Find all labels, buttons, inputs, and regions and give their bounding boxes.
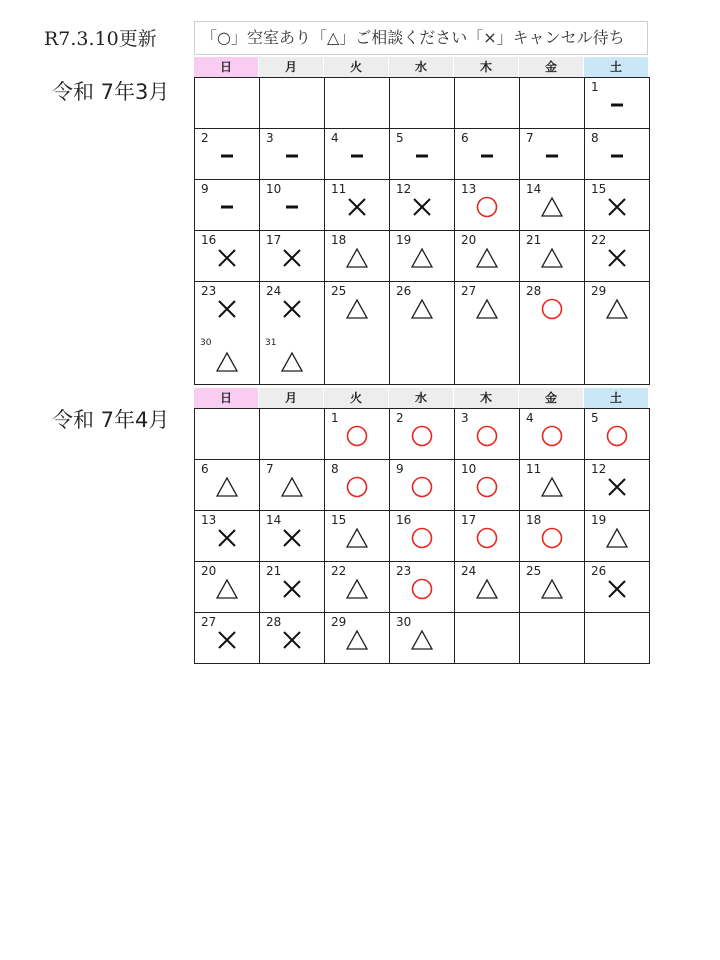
day-cell [260, 282, 325, 384]
cross-mark-icon [280, 526, 304, 550]
day-number: 14 [526, 182, 542, 196]
day-number: 16 [396, 513, 412, 527]
day-cell [585, 511, 650, 561]
circle-mark-icon [540, 424, 564, 448]
circle-mark-icon [475, 195, 499, 219]
day-cell [585, 78, 650, 128]
dash-mark-icon [215, 195, 239, 219]
updated-date: R7.3.10更新 [44, 28, 157, 50]
calendar-week-row [195, 128, 650, 179]
empty-day-cell [585, 613, 650, 663]
day-number: 9 [396, 462, 404, 476]
day-number: 1 [591, 80, 599, 94]
circle-mark-icon [605, 424, 629, 448]
day-cell [520, 129, 585, 179]
circle-mark-icon [475, 475, 499, 499]
weekday-header-row [194, 57, 650, 77]
cross-mark-icon [345, 195, 369, 219]
dash-mark-icon [540, 144, 564, 168]
dash-mark-icon [215, 144, 239, 168]
day-cell [520, 511, 585, 561]
dash-mark-icon [345, 144, 369, 168]
day-cell [325, 460, 390, 510]
day-cell [585, 231, 650, 281]
cross-mark-icon [215, 628, 239, 652]
availability-legend: 「○」空室あり「△」ご相談ください「×」キャンセル待ち [194, 21, 648, 55]
day-number: 27 [461, 284, 477, 298]
day-cell [325, 231, 390, 281]
weekday-header: 火 [324, 57, 389, 77]
empty-day-cell [260, 78, 325, 128]
triangle-mark-icon [345, 246, 369, 270]
extra-day-cell [260, 334, 324, 384]
day-cell [195, 460, 260, 510]
day-number: 21 [526, 233, 542, 247]
day-number: 6 [201, 462, 209, 476]
day-number: 25 [331, 284, 347, 298]
day-number: 5 [591, 411, 599, 425]
empty-day-cell [520, 78, 585, 128]
day-cell [390, 282, 455, 384]
day-number: 31 [265, 338, 277, 348]
cross-mark-icon [215, 246, 239, 270]
day-number: 22 [591, 233, 607, 247]
empty-day-cell [195, 409, 260, 459]
day-cell [325, 180, 390, 230]
cross-mark-icon [280, 297, 304, 321]
day-number: 27 [201, 615, 217, 629]
triangle-mark-icon [280, 350, 304, 374]
month-title-march: 令和 7年3月 [52, 80, 170, 104]
day-cell [520, 562, 585, 612]
day-cell [390, 180, 455, 230]
day-cell [585, 562, 650, 612]
day-cell [520, 460, 585, 510]
day-cell [390, 409, 455, 459]
day-cell [520, 231, 585, 281]
weekday-header: 土 [584, 388, 649, 408]
triangle-mark-icon [475, 246, 499, 270]
day-number: 3 [266, 131, 274, 145]
day-number: 11 [331, 182, 347, 196]
circle-mark-icon [475, 424, 499, 448]
day-number: 24 [461, 564, 477, 578]
cross-mark-icon [215, 526, 239, 550]
day-cell [195, 129, 260, 179]
day-number: 12 [396, 182, 412, 196]
month-title-april: 令和 7年4月 [52, 408, 170, 432]
day-cell [260, 613, 325, 663]
day-cell [585, 409, 650, 459]
day-cell [325, 613, 390, 663]
day-cell [195, 231, 260, 281]
calendar-week-row [195, 281, 650, 384]
calendar-april [194, 388, 650, 664]
day-number: 30 [396, 615, 412, 629]
day-cell [455, 180, 520, 230]
weekday-header: 水 [389, 57, 454, 77]
empty-day-cell [260, 409, 325, 459]
empty-day-cell [520, 613, 585, 663]
day-number: 30 [200, 338, 212, 348]
day-number: 15 [591, 182, 607, 196]
day-cell [585, 129, 650, 179]
day-number: 19 [396, 233, 412, 247]
circle-mark-icon [345, 475, 369, 499]
day-number: 8 [591, 131, 599, 145]
day-number: 5 [396, 131, 404, 145]
weekday-header-row [194, 388, 650, 408]
day-number: 20 [461, 233, 477, 247]
dash-mark-icon [280, 144, 304, 168]
weekday-header: 火 [324, 388, 389, 408]
weekday-header: 金 [519, 57, 584, 77]
day-cell [585, 282, 650, 384]
day-cell [390, 511, 455, 561]
cross-mark-icon [410, 195, 434, 219]
calendar-week-row [195, 77, 650, 128]
day-cell [390, 129, 455, 179]
day-number: 10 [266, 182, 282, 196]
dash-mark-icon [280, 195, 304, 219]
triangle-mark-icon [540, 246, 564, 270]
day-cell [260, 562, 325, 612]
circle-mark-icon [410, 424, 434, 448]
triangle-mark-icon [215, 577, 239, 601]
cross-mark-icon [280, 628, 304, 652]
empty-day-cell [455, 613, 520, 663]
circle-mark-icon [540, 526, 564, 550]
day-number: 21 [266, 564, 282, 578]
weekday-header: 木 [454, 388, 519, 408]
day-number: 4 [526, 411, 534, 425]
day-number: 8 [331, 462, 339, 476]
triangle-mark-icon [475, 577, 499, 601]
calendar-week-row [195, 230, 650, 281]
day-cell [325, 562, 390, 612]
triangle-mark-icon [410, 246, 434, 270]
triangle-mark-icon [345, 628, 369, 652]
day-cell [195, 282, 260, 384]
day-number: 18 [331, 233, 347, 247]
day-number: 28 [266, 615, 282, 629]
cross-mark-icon [215, 297, 239, 321]
calendar-week-row [195, 179, 650, 230]
day-number: 13 [461, 182, 477, 196]
calendar-march [194, 57, 650, 385]
day-number: 23 [396, 564, 412, 578]
circle-mark-icon [410, 526, 434, 550]
calendar-week-row [195, 408, 650, 459]
day-cell [325, 409, 390, 459]
triangle-mark-icon [605, 297, 629, 321]
cross-mark-icon [605, 577, 629, 601]
triangle-mark-icon [345, 577, 369, 601]
triangle-mark-icon [410, 297, 434, 321]
day-cell [260, 460, 325, 510]
cross-mark-icon [605, 195, 629, 219]
day-number: 11 [526, 462, 542, 476]
day-cell [195, 562, 260, 612]
weekday-header: 日 [194, 57, 259, 77]
day-cell [260, 129, 325, 179]
day-cell [520, 282, 585, 384]
dash-mark-icon [410, 144, 434, 168]
day-number: 10 [461, 462, 477, 476]
day-cell [390, 562, 455, 612]
day-cell [520, 409, 585, 459]
day-cell [455, 460, 520, 510]
dash-mark-icon [605, 93, 629, 117]
day-cell [455, 562, 520, 612]
circle-mark-icon [410, 577, 434, 601]
triangle-mark-icon [605, 526, 629, 550]
day-number: 13 [201, 513, 217, 527]
day-number: 4 [331, 131, 339, 145]
empty-day-cell [195, 78, 260, 128]
day-cell [195, 511, 260, 561]
circle-mark-icon [410, 475, 434, 499]
cross-mark-icon [280, 246, 304, 270]
circle-mark-icon [540, 297, 564, 321]
day-cell [455, 231, 520, 281]
day-cell [520, 180, 585, 230]
day-cell [585, 460, 650, 510]
day-number: 17 [461, 513, 477, 527]
day-cell [260, 180, 325, 230]
day-cell [260, 511, 325, 561]
calendar-week-row [195, 510, 650, 561]
day-number: 18 [526, 513, 542, 527]
day-number: 29 [331, 615, 347, 629]
calendar-week-row [195, 561, 650, 612]
circle-mark-icon [475, 526, 499, 550]
extra-day-cell [195, 334, 259, 384]
cross-mark-icon [280, 577, 304, 601]
day-number: 26 [591, 564, 607, 578]
day-number: 1 [331, 411, 339, 425]
weekday-header: 土 [584, 57, 649, 77]
day-number: 15 [331, 513, 347, 527]
day-number: 28 [526, 284, 542, 298]
day-number: 3 [461, 411, 469, 425]
day-number: 24 [266, 284, 282, 298]
day-number: 25 [526, 564, 542, 578]
triangle-mark-icon [215, 475, 239, 499]
day-number: 23 [201, 284, 217, 298]
day-number: 7 [526, 131, 534, 145]
dash-mark-icon [475, 144, 499, 168]
empty-day-cell [325, 78, 390, 128]
triangle-mark-icon [215, 350, 239, 374]
weekday-header: 水 [389, 388, 454, 408]
empty-day-cell [455, 78, 520, 128]
day-cell [195, 613, 260, 663]
day-cell [325, 511, 390, 561]
calendar-grid [194, 77, 650, 385]
day-cell [195, 180, 260, 230]
triangle-mark-icon [540, 577, 564, 601]
day-cell [455, 129, 520, 179]
day-number: 22 [331, 564, 347, 578]
day-cell [260, 231, 325, 281]
day-number: 9 [201, 182, 209, 196]
weekday-header: 月 [259, 57, 324, 77]
dash-mark-icon [605, 144, 629, 168]
triangle-mark-icon [540, 475, 564, 499]
day-cell [390, 613, 455, 663]
triangle-mark-icon [475, 297, 499, 321]
cross-mark-icon [605, 246, 629, 270]
day-cell [325, 282, 390, 384]
circle-mark-icon [345, 424, 369, 448]
weekday-header: 日 [194, 388, 259, 408]
calendar-week-row [195, 612, 650, 663]
day-cell [455, 511, 520, 561]
day-cell [325, 129, 390, 179]
day-number: 14 [266, 513, 282, 527]
day-number: 19 [591, 513, 607, 527]
day-number: 26 [396, 284, 412, 298]
calendar-grid [194, 408, 650, 664]
day-number: 6 [461, 131, 469, 145]
day-cell [585, 180, 650, 230]
weekday-header: 月 [259, 388, 324, 408]
weekday-header: 金 [519, 388, 584, 408]
day-cell [390, 460, 455, 510]
day-number: 2 [396, 411, 404, 425]
day-number: 12 [591, 462, 607, 476]
calendar-week-row [195, 459, 650, 510]
day-number: 16 [201, 233, 217, 247]
day-cell [390, 231, 455, 281]
day-cell [455, 282, 520, 384]
cross-mark-icon [605, 475, 629, 499]
day-number: 17 [266, 233, 282, 247]
triangle-mark-icon [280, 475, 304, 499]
day-number: 20 [201, 564, 217, 578]
triangle-mark-icon [540, 195, 564, 219]
weekday-header: 木 [454, 57, 519, 77]
triangle-mark-icon [345, 526, 369, 550]
day-number: 2 [201, 131, 209, 145]
triangle-mark-icon [345, 297, 369, 321]
empty-day-cell [390, 78, 455, 128]
day-number: 7 [266, 462, 274, 476]
triangle-mark-icon [410, 628, 434, 652]
day-number: 29 [591, 284, 607, 298]
day-cell [455, 409, 520, 459]
